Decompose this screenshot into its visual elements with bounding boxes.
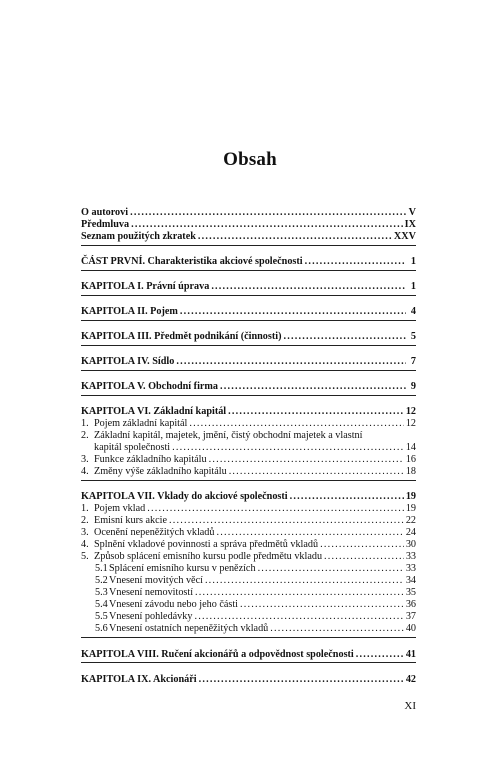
toc-entry-title: Splnění vkladové povinnosti a správa předmětů vkladů (94, 539, 319, 550)
toc-entry-title: Seznam použitých zkratek (81, 231, 196, 242)
toc-dot-leader (320, 539, 404, 551)
toc-entry-page: 4 (410, 306, 416, 317)
toc-entry-page: 33 (405, 563, 416, 574)
section-divider (81, 662, 416, 663)
toc-entry-title: Pojem základní kapitál (94, 418, 188, 429)
toc-entry (81, 649, 416, 661)
toc-dot-leader (131, 219, 403, 231)
toc-entry (81, 674, 416, 686)
toc-entry (81, 256, 416, 268)
toc-dot-leader (228, 406, 404, 418)
toc-entry (81, 331, 416, 343)
section-divider (81, 270, 416, 271)
toc-entry-page: 1 (410, 281, 416, 292)
toc-entry-page: 24 (405, 527, 416, 538)
toc-entry-title: KAPITOLA IX. Akcionáři (81, 674, 197, 685)
toc-dot-leader (176, 356, 406, 368)
section-divider (81, 320, 416, 321)
toc-entry-title: KAPITOLA IV. Sídlo (81, 356, 175, 367)
toc-entry-title: KAPITOLA VII. Vklady do akciové společnosti (81, 491, 288, 502)
section-divider (81, 295, 416, 296)
toc-dot-leader (324, 551, 404, 563)
toc-entry (81, 623, 416, 635)
section-divider (81, 245, 416, 246)
section-divider (81, 480, 416, 481)
toc-entry-page: 42 (405, 674, 416, 685)
toc-dot-leader (211, 281, 406, 293)
toc-entry (81, 527, 416, 539)
toc-entry-title: ČÁST PRVNÍ. Charakteristika akciové společnosti (81, 256, 303, 267)
toc-entry-number: 4. (81, 539, 89, 550)
toc-entry-page: 36 (405, 599, 416, 610)
section-divider (81, 637, 416, 638)
page-title: Obsah (223, 149, 277, 170)
toc-entry-title: Splácení emisního kursu v penězích (109, 563, 256, 574)
toc-entry (81, 551, 416, 563)
toc-entry-title: Změny výše základního kapitálu (94, 466, 227, 477)
toc-entry (81, 491, 416, 503)
toc-dot-leader (356, 649, 404, 661)
toc-entry-page: 12 (405, 418, 416, 429)
toc-entry (81, 306, 416, 318)
toc-entry-title: Emisní kurs akcie (94, 515, 167, 526)
toc-entry (81, 563, 416, 575)
toc-entry-title: Vnesení závodu nebo jeho části (109, 599, 239, 610)
toc-entry-page: XXV (393, 231, 416, 242)
toc-dot-leader (130, 207, 406, 219)
toc-entry-number: 3. (81, 527, 89, 538)
toc-entry-title: KAPITOLA II. Pojem (81, 306, 178, 317)
toc-entry (81, 611, 416, 623)
page-number: XI (404, 700, 416, 712)
toc-entry-title: KAPITOLA V. Obchodní firma (81, 381, 218, 392)
toc-entry-title: Vnesení movitých věcí (109, 575, 203, 586)
toc-entry-title: Ocenění nepeněžitých vkladů (94, 527, 215, 538)
toc-entry-page: V (408, 207, 416, 218)
toc-entry-title: KAPITOLA VI. Základní kapitál (81, 406, 227, 417)
toc-entry-title: Funkce základního kapitálu (94, 454, 207, 465)
section-divider (81, 395, 416, 396)
toc-dot-leader (147, 503, 404, 515)
toc-entry-number: 2. (81, 515, 89, 526)
toc-entry-page: 19 (405, 503, 416, 514)
toc-entry-number: 3. (81, 454, 89, 465)
toc-dot-leader (283, 331, 406, 343)
toc-dot-leader (229, 466, 404, 478)
toc-entry-page: 40 (405, 623, 416, 634)
toc-entry-number: 5.2 (95, 575, 108, 586)
toc-dot-leader (240, 599, 404, 611)
toc-entry-page: 33 (405, 551, 416, 562)
toc-entry (81, 418, 416, 430)
toc-entry-page: 22 (405, 515, 416, 526)
toc-dot-leader (205, 575, 404, 587)
toc-entry-number: 5.5 (95, 611, 108, 622)
toc-entry-number: 5.3 (95, 587, 108, 598)
toc-entry-title: Způsob splácení emisního kursu podle předmětu vkladu (94, 551, 323, 562)
toc-entry-page: IX (404, 219, 416, 230)
toc-entry-number: 5. (81, 551, 89, 562)
toc-entry-page: 34 (405, 575, 416, 586)
toc-entry-page: 12 (405, 406, 416, 417)
toc-dot-leader (189, 418, 403, 430)
toc-entry (81, 539, 416, 551)
toc-entry-title: kapitál společnosti (94, 442, 171, 453)
toc-entry-page: 16 (405, 454, 416, 465)
toc-entry-title: Předmluva (81, 219, 130, 230)
toc-entry-page: 1 (410, 256, 416, 267)
toc-entry (81, 503, 416, 515)
toc-dot-leader (180, 306, 406, 318)
toc-dot-leader (220, 381, 406, 393)
section-divider (81, 370, 416, 371)
toc-entry (81, 575, 416, 587)
toc-entry-page: 19 (405, 491, 416, 502)
toc-entry (81, 356, 416, 368)
toc-entry-number: 4. (81, 466, 89, 477)
toc-entry-title: Vnesení pohledávky (109, 611, 193, 622)
toc-dot-leader (258, 563, 404, 575)
toc-entry-page: 30 (405, 539, 416, 550)
toc-entry-page: 14 (405, 442, 416, 453)
toc-dot-leader (217, 527, 404, 539)
toc-entry-page: 41 (405, 649, 416, 660)
toc-entry (81, 442, 416, 454)
toc-entry (81, 406, 416, 418)
toc-entry (81, 231, 416, 243)
toc-entry (81, 207, 416, 219)
toc-entry-title: KAPITOLA III. Předmět podnikání (činnosti) (81, 331, 282, 342)
toc-dot-leader (305, 256, 406, 268)
toc-entry-number: 1. (81, 503, 89, 514)
toc-dot-leader (194, 611, 403, 623)
toc-entry-title: KAPITOLA I. Právní úprava (81, 281, 210, 292)
toc-entry (81, 454, 416, 466)
toc-entry-page: 35 (405, 587, 416, 598)
toc-entry (81, 515, 416, 527)
toc-dot-leader (290, 491, 404, 503)
toc-entry (81, 430, 416, 442)
toc-entry (81, 381, 416, 393)
toc-entry (81, 219, 416, 231)
toc-entry-number: 5.1 (95, 563, 108, 574)
toc-entry-page: 5 (410, 331, 416, 342)
toc-entry-page: 18 (405, 466, 416, 477)
toc-dot-leader (199, 674, 404, 686)
toc-dot-leader (195, 587, 404, 599)
toc-entry-number: 5.6 (95, 623, 108, 634)
toc-entry-page: 7 (410, 356, 416, 367)
toc-entry (81, 587, 416, 599)
toc-entry-title: Pojem vklad (94, 503, 146, 514)
toc-entry-title: O autorovi (81, 207, 129, 218)
toc-dot-leader (169, 515, 404, 527)
section-divider (81, 345, 416, 346)
toc-dot-leader (270, 623, 404, 635)
toc-dot-leader (172, 442, 404, 454)
toc-entry-page: 37 (405, 611, 416, 622)
toc-entry-title: Základní kapitál, majetek, jmění, čistý obchodní majetek a vlastní (94, 430, 363, 441)
toc-dot-leader (209, 454, 404, 466)
toc-entry-number: 2. (81, 430, 89, 441)
toc-entry-title: Vnesení ostatních nepeněžitých vkladů (109, 623, 269, 634)
toc-entry (81, 281, 416, 293)
toc-dot-leader (198, 231, 392, 243)
toc-entry (81, 599, 416, 611)
toc-entry-title: Vnesení nemovitostí (109, 587, 194, 598)
toc-entry-number: 5.4 (95, 599, 108, 610)
toc-entry (81, 466, 416, 478)
toc-entry-number: 1. (81, 418, 89, 429)
toc-entry-page: 9 (410, 381, 416, 392)
toc-entry-title: KAPITOLA VIII. Ručení akcionářů a odpovědnost společnosti (81, 649, 354, 660)
